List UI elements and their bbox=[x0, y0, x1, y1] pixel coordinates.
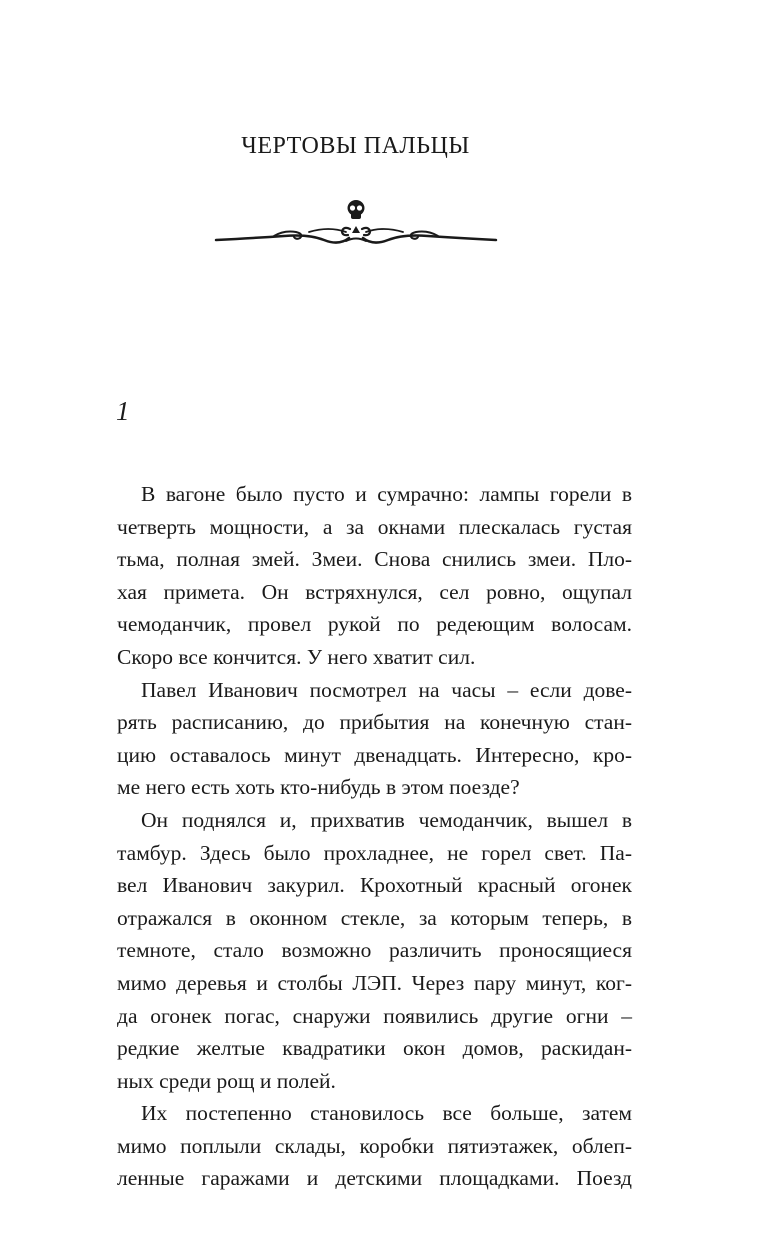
text-line: да огонек погас, снаружи появились другие огни – bbox=[117, 1003, 632, 1028]
text-line: В вагоне было пусто и сумрачно: лампы горели в bbox=[141, 482, 632, 506]
text-line: Их постепенно становилось все больше, затем bbox=[141, 1101, 632, 1126]
text-line: мимо деревья и столбы ЛЭП. Через пару минут, ког- bbox=[117, 970, 632, 995]
text-line: тамбур. Здесь было прохладнее, не горел свет. Па- bbox=[117, 840, 632, 865]
text-line: рять расписанию, до прибытия на конечную стан- bbox=[117, 710, 632, 735]
text-line: темноте, стало возможно различить проносящиеся bbox=[117, 938, 632, 963]
body-text bbox=[117, 478, 632, 1195]
text-line: хая примета. Он встряхнулся, сел ровно, ощупал bbox=[117, 579, 632, 604]
text-line: Он поднялся и, прихватив чемоданчик, вышел в bbox=[141, 807, 632, 832]
text-line: ных среди рощ и полей. bbox=[117, 1068, 336, 1093]
chapter-number: 1 bbox=[116, 396, 130, 426]
text-line: цию оставалось минут двенадцать. Интересно, кро- bbox=[117, 742, 632, 767]
text-line: мимо поплыли склады, коробки пятиэтажек, облеп- bbox=[117, 1133, 632, 1158]
text-line: Павел Иванович посмотрел на часы – если дове- bbox=[141, 677, 632, 702]
text-line: редкие желтые квадратики окон домов, раскидан- bbox=[117, 1036, 632, 1061]
paragraph bbox=[117, 1097, 632, 1195]
text-line: ме него есть хоть кто-нибудь в этом поезде? bbox=[117, 775, 520, 800]
text-line: отражался в оконном стекле, за которым теперь, в bbox=[117, 905, 632, 930]
text-line: четверть мощности, а за окнами плескалась густая bbox=[117, 514, 632, 539]
text-line: тьма, полная змей. Змеи. Снова снились змеи. Пло- bbox=[117, 547, 632, 572]
skull-flourish-ornament-icon bbox=[214, 196, 498, 246]
story-title: ЧЕРТОВЫ ПАЛЬЦЫ bbox=[241, 133, 470, 159]
paragraph bbox=[117, 674, 632, 804]
text-line: ленные гаражами и детскими площадками. Поезд bbox=[117, 1166, 632, 1191]
text-line: Скоро все кончится. У него хватит сил. bbox=[117, 644, 476, 669]
text-line: вел Иванович закурил. Крохотный красный огонек bbox=[117, 873, 632, 898]
paragraph bbox=[117, 804, 632, 1097]
paragraph bbox=[117, 478, 632, 674]
text-line: чемоданчик, провел рукой по редеющим волосам. bbox=[117, 612, 632, 637]
